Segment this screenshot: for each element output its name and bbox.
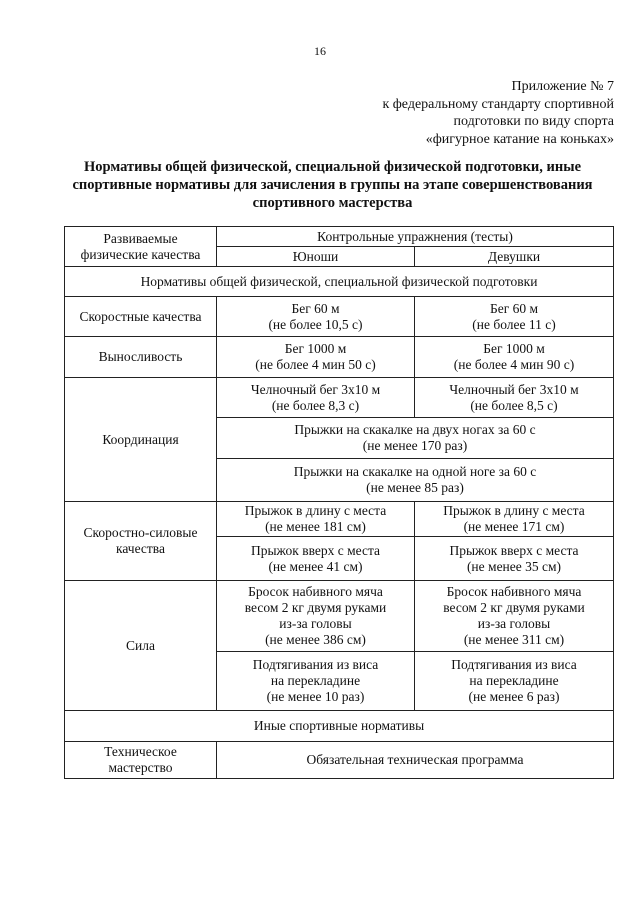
norm-cell xyxy=(217,537,415,581)
norm-line: (не более 10,5 с) xyxy=(268,316,363,332)
norm-cell xyxy=(415,652,614,711)
quality-cell xyxy=(65,742,217,779)
section-other-cell: Иные спортивные нормативы xyxy=(65,711,614,742)
norm-line: (не менее 41 см) xyxy=(268,558,363,574)
norm-line: Прыжки на скакалке на двух ногах за 60 с xyxy=(294,422,536,437)
quality-line: Скоростно-силовые xyxy=(83,525,198,540)
norm-line: (не менее 85 раз) xyxy=(366,480,464,495)
norm-line: Челночный бег 3х10 м xyxy=(250,381,381,397)
quality-cell: Сила xyxy=(65,581,217,711)
title-line: спортивного мастерства xyxy=(252,195,413,211)
norm-cell xyxy=(217,502,415,537)
norm-cell xyxy=(217,652,415,711)
header-girls-cell: Девушки xyxy=(415,247,614,267)
norms-table xyxy=(64,226,614,779)
table-row xyxy=(65,337,614,378)
norm-line: (не более 8,5 с) xyxy=(470,397,558,413)
section-row xyxy=(65,711,614,742)
norm-cell-shared xyxy=(217,418,614,459)
norm-line: (не более 4 мин 50 с) xyxy=(255,357,376,372)
appendix-line: к федеральному стандарту спортивной xyxy=(382,96,614,112)
quality-cell xyxy=(65,502,217,581)
norm-line: (не менее 10 раз) xyxy=(266,689,365,704)
norm-line: Прыжок в длину с места xyxy=(443,503,585,518)
norm-line: Бег 1000 м xyxy=(483,341,545,356)
quality-line: Техническое xyxy=(104,744,177,759)
norm-cell xyxy=(217,297,415,337)
table-row xyxy=(65,502,614,537)
norm-cell xyxy=(217,337,415,378)
norm-cell xyxy=(415,337,614,378)
norm-cell xyxy=(415,378,614,418)
quality-cell: Выносливость xyxy=(65,337,217,378)
norm-line: Бег 60 м xyxy=(489,300,539,316)
norm-line: Прыжок вверх с места xyxy=(250,542,381,558)
title-line: спортивные нормативы для зачисления в группы на этапе совершенствования xyxy=(72,177,593,193)
title-line: Нормативы общей физической, специальной физической подготовки, иные xyxy=(83,159,581,175)
header-quality-cell xyxy=(65,227,217,267)
norm-line: Челночный бег 3х10 м xyxy=(449,381,579,397)
norm-cell xyxy=(217,378,415,418)
section-general-cell: Нормативы общей физической, специальной физической подготовки xyxy=(65,267,614,297)
norm-line: на перекладине xyxy=(270,673,361,688)
norm-cell-shared xyxy=(217,459,614,502)
appendix-block xyxy=(382,78,614,148)
header-quality-line: физические качества xyxy=(80,246,201,262)
norm-line: (не более 11 с) xyxy=(472,316,556,332)
norm-line: Бросок набивного мяча xyxy=(248,584,383,599)
norm-cell xyxy=(415,297,614,337)
norm-line: Бег 60 м xyxy=(291,300,340,316)
appendix-line: «фигурное катание на коньках» xyxy=(425,131,614,147)
norm-line: Бег 1000 м xyxy=(284,341,347,356)
norm-line: (не менее 35 см) xyxy=(466,558,562,574)
norm-line: (не менее 171 см) xyxy=(463,519,565,534)
header-boys-cell: Юноши xyxy=(217,247,415,267)
norm-line: на перекладине xyxy=(469,673,559,688)
norm-cell-shared: Обязательная техническая программа xyxy=(217,742,614,779)
norm-line: Прыжок в длину с места xyxy=(244,503,387,518)
table-header-row xyxy=(65,227,614,247)
table-row xyxy=(65,742,614,779)
norm-line: Прыжок вверх с места xyxy=(449,542,579,558)
norm-cell xyxy=(415,502,614,537)
norm-line: (не более 4 мин 90 с) xyxy=(453,357,575,372)
norm-line: (не более 8,3 с) xyxy=(271,397,360,413)
norm-line: (не менее 311 см) xyxy=(463,632,565,647)
norm-line: весом 2 кг двумя руками xyxy=(443,600,585,615)
quality-line: качества xyxy=(115,541,165,556)
norm-line: из-за головы xyxy=(477,616,551,631)
norm-line: из-за головы xyxy=(279,616,352,631)
norm-line: Прыжки на скакалке на одной ноге за 60 с xyxy=(293,464,537,479)
norm-line: (не менее 170 раз) xyxy=(362,438,468,453)
page-number: 16 xyxy=(314,44,326,58)
norm-line: (не менее 6 раз) xyxy=(468,689,560,704)
norm-cell xyxy=(415,581,614,652)
quality-cell: Координация xyxy=(65,378,217,502)
quality-line: мастерство xyxy=(108,760,173,775)
table-row xyxy=(65,581,614,652)
section-row xyxy=(65,267,614,297)
norm-line: весом 2 кг двумя руками xyxy=(244,600,387,615)
header-exercises-cell: Контрольные упражнения (тесты) xyxy=(217,227,614,247)
norm-line: (не менее 386 см) xyxy=(265,632,366,647)
document-title xyxy=(60,158,605,212)
norm-line: Подтягивания из виса xyxy=(252,657,379,672)
norm-line: Бросок набивного мяча xyxy=(446,584,582,599)
appendix-line: подготовки по виду спорта xyxy=(453,114,614,129)
quality-cell: Скоростные качества xyxy=(65,297,217,337)
table-row xyxy=(65,378,614,418)
table-row xyxy=(65,297,614,337)
norm-cell xyxy=(217,581,415,652)
header-quality-line: Развиваемые xyxy=(103,230,178,246)
norm-cell xyxy=(415,537,614,581)
norm-line: (не менее 181 см) xyxy=(265,519,366,534)
appendix-line: Приложение № 7 xyxy=(511,79,614,94)
norm-line: Подтягивания из виса xyxy=(451,657,577,672)
